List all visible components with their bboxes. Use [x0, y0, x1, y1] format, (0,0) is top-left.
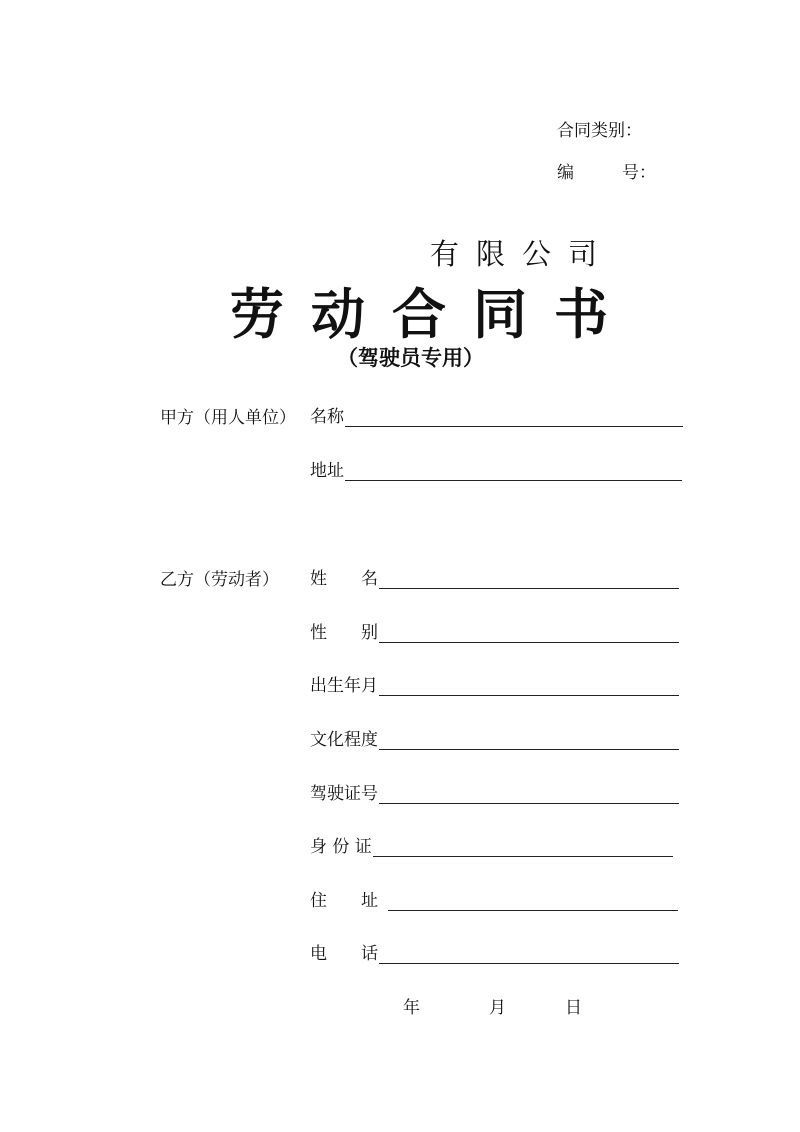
party-b-birth-input[interactable] [379, 671, 679, 696]
party-b-id-label: 身 份 证 [310, 837, 372, 857]
party-b-id-field [310, 831, 673, 857]
party-b-gender-label: 性 别 [310, 623, 378, 643]
party-b-birth-field [310, 670, 679, 696]
party-a-name-input[interactable] [345, 402, 683, 427]
party-b-license-input[interactable] [379, 779, 679, 804]
document-title: 劳动合同书 [230, 282, 635, 346]
party-b-label: 乙方（劳动者） [160, 570, 279, 590]
company-name: 有限公司 [430, 237, 615, 271]
number-label-left: 编 [557, 163, 574, 183]
party-b-name-label: 姓 名 [310, 569, 378, 589]
party-b-address-field [310, 885, 678, 911]
party-b-license-label: 驾驶证号 [310, 784, 378, 804]
contract-type-label: 合同类别： [557, 121, 642, 141]
party-b-gender-field [310, 617, 679, 643]
party-b-birth-label: 出生年月 [310, 676, 378, 696]
party-b-education-input[interactable] [379, 725, 679, 750]
number-label-right: 号： [622, 163, 656, 183]
party-b-phone-input[interactable] [379, 939, 679, 964]
party-a-address-label: 地址 [310, 461, 344, 481]
date-year-label: 年 [403, 998, 420, 1018]
party-b-address-input[interactable] [388, 886, 678, 911]
party-b-education-label: 文化程度 [310, 730, 378, 750]
party-b-name-field [310, 563, 679, 589]
party-b-license-field [310, 778, 679, 804]
party-a-address-input[interactable] [345, 456, 682, 481]
party-b-name-input[interactable] [379, 564, 679, 589]
document-subtitle: （驾驶员专用） [337, 345, 484, 370]
party-a-address-field [310, 455, 682, 481]
date-month-label: 月 [489, 998, 506, 1018]
party-b-address-label: 住 址 [310, 891, 378, 911]
party-a-name-field [310, 401, 683, 427]
party-b-id-input[interactable] [373, 832, 673, 857]
party-b-phone-label: 电 话 [310, 944, 378, 964]
party-b-education-field [310, 724, 679, 750]
party-b-gender-input[interactable] [379, 618, 679, 643]
party-a-label: 甲方（用人单位） [160, 408, 296, 428]
date-day-label: 日 [565, 998, 582, 1018]
party-b-phone-field [310, 938, 679, 964]
party-a-name-label: 名称 [310, 407, 344, 427]
contract-number-label [557, 158, 656, 183]
